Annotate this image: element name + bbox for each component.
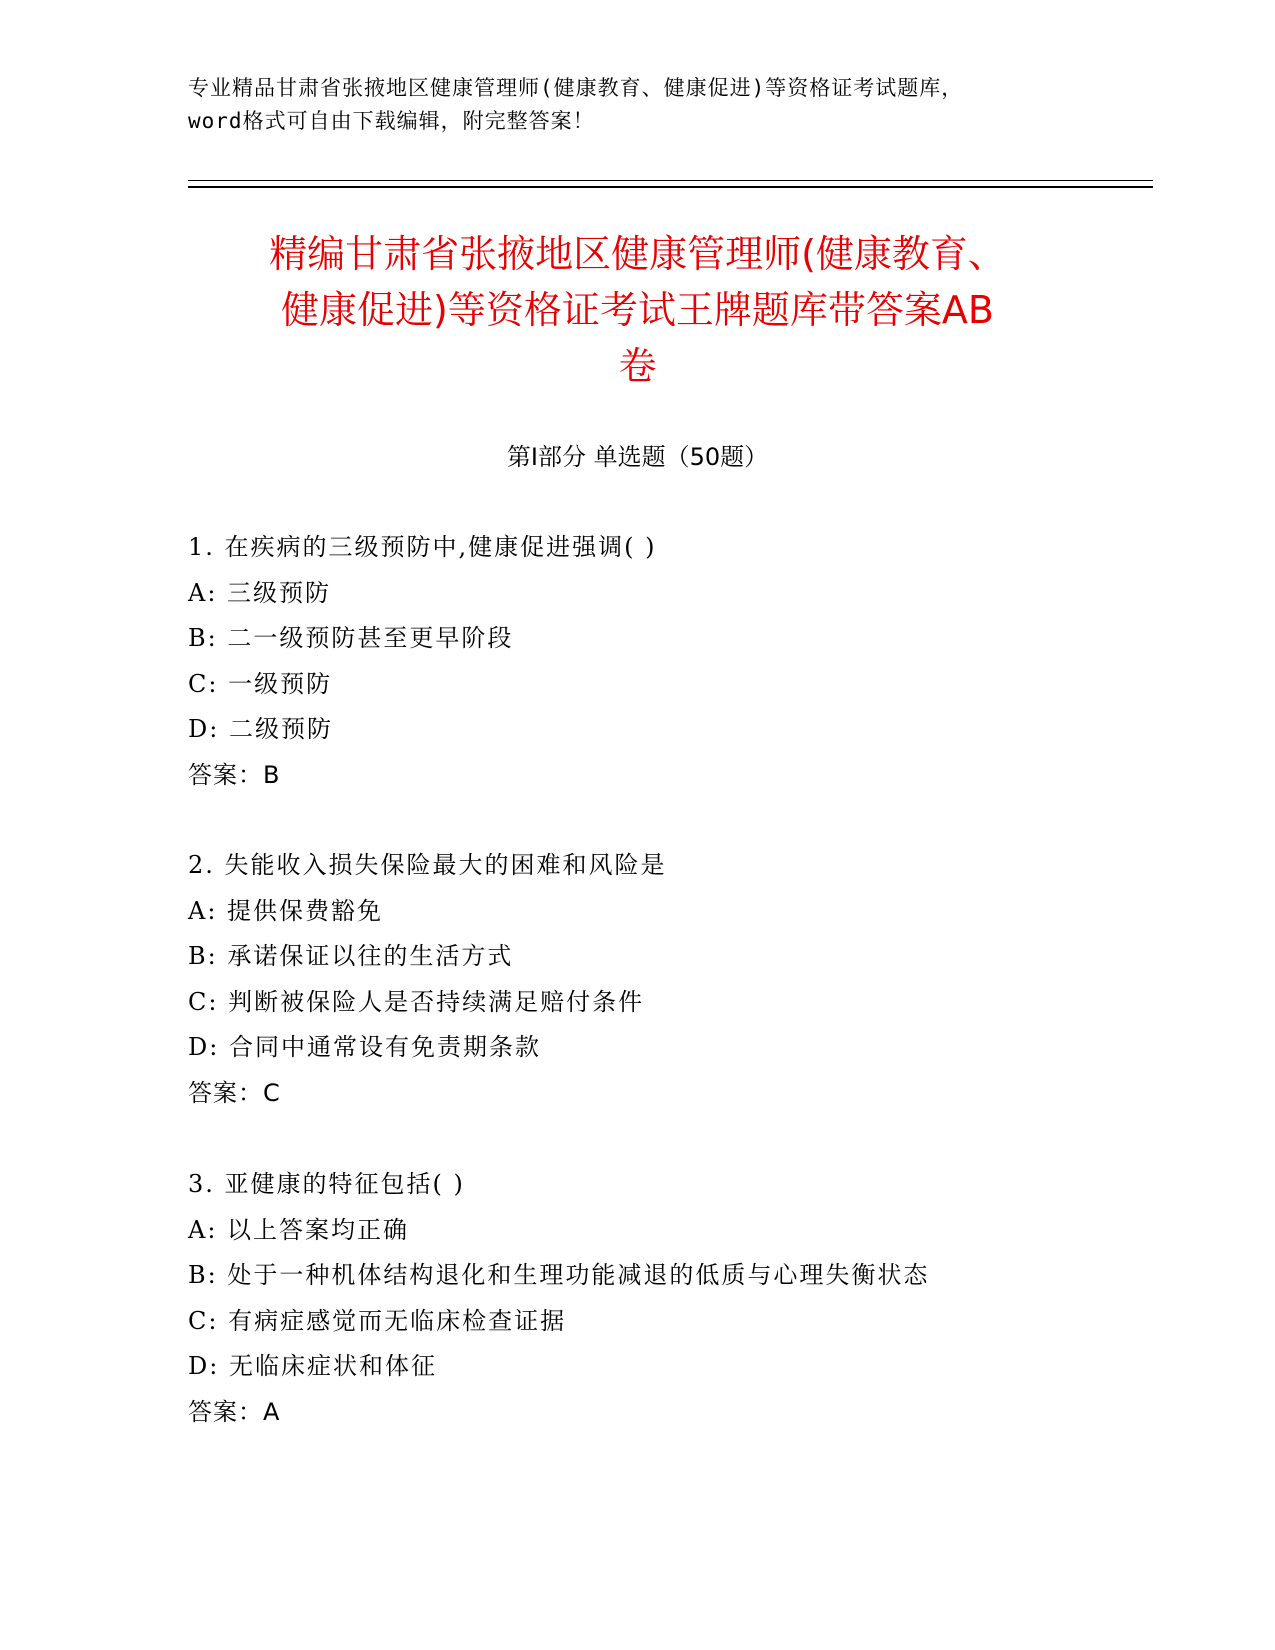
question-2 xyxy=(188,843,1148,1116)
option-c: C: 有病症感觉而无临床检查证据 xyxy=(188,1306,567,1335)
answer-line: 答案：B xyxy=(188,760,281,789)
question-3 xyxy=(188,1162,1148,1435)
option-d: D: 二级预防 xyxy=(188,715,333,743)
document-title-line-1: 精编甘肃省张掖地区健康管理师(健康教育、 xyxy=(269,232,1006,276)
header-divider-top xyxy=(188,180,1153,181)
option-a: A: 以上答案均正确 xyxy=(188,1215,410,1244)
header-note-line-1: 专业精品甘肃省张掖地区健康管理师(健康教育、健康促进)等资格证考试题库， xyxy=(188,76,964,100)
option-c: C: 判断被保险人是否持续满足赔付条件 xyxy=(188,987,645,1016)
document-title xyxy=(150,226,1125,394)
option-a: A: 三级预防 xyxy=(188,578,332,607)
document-title-line-3: 卷 xyxy=(618,344,657,388)
document-title-line-2: 健康促进)等资格证考试王牌题库带答案AB xyxy=(281,288,994,332)
question-stem: 1. 在疾病的三级预防中,健康促进强调( ) xyxy=(188,533,657,561)
question-stem: 2. 失能收入损失保险最大的困难和风险是 xyxy=(188,851,667,879)
header-note xyxy=(188,72,1148,138)
option-a: A: 提供保费豁免 xyxy=(188,896,384,925)
option-d: D: 合同中通常设有免责期条款 xyxy=(188,1033,541,1061)
answer-line: 答案：A xyxy=(188,1397,281,1426)
question-1 xyxy=(188,525,1148,798)
option-b: B: 二一级预防甚至更早阶段 xyxy=(188,624,514,652)
header-divider-bottom xyxy=(188,186,1153,188)
section-heading: 第Ⅰ部分 单选题（50题） xyxy=(506,443,769,471)
option-c: C: 一级预防 xyxy=(188,669,333,698)
option-d: D: 无临床症状和体征 xyxy=(188,1352,437,1380)
option-b: B: 处于一种机体结构退化和生理功能减退的低质与心理失衡状态 xyxy=(188,1261,930,1289)
header-note-line-2: word格式可自由下载编辑，附完整答案！ xyxy=(188,109,595,133)
option-b: B: 承诺保证以往的生活方式 xyxy=(188,942,514,970)
answer-line: 答案：C xyxy=(188,1078,281,1107)
question-stem: 3. 亚健康的特征包括( ) xyxy=(188,1170,465,1198)
